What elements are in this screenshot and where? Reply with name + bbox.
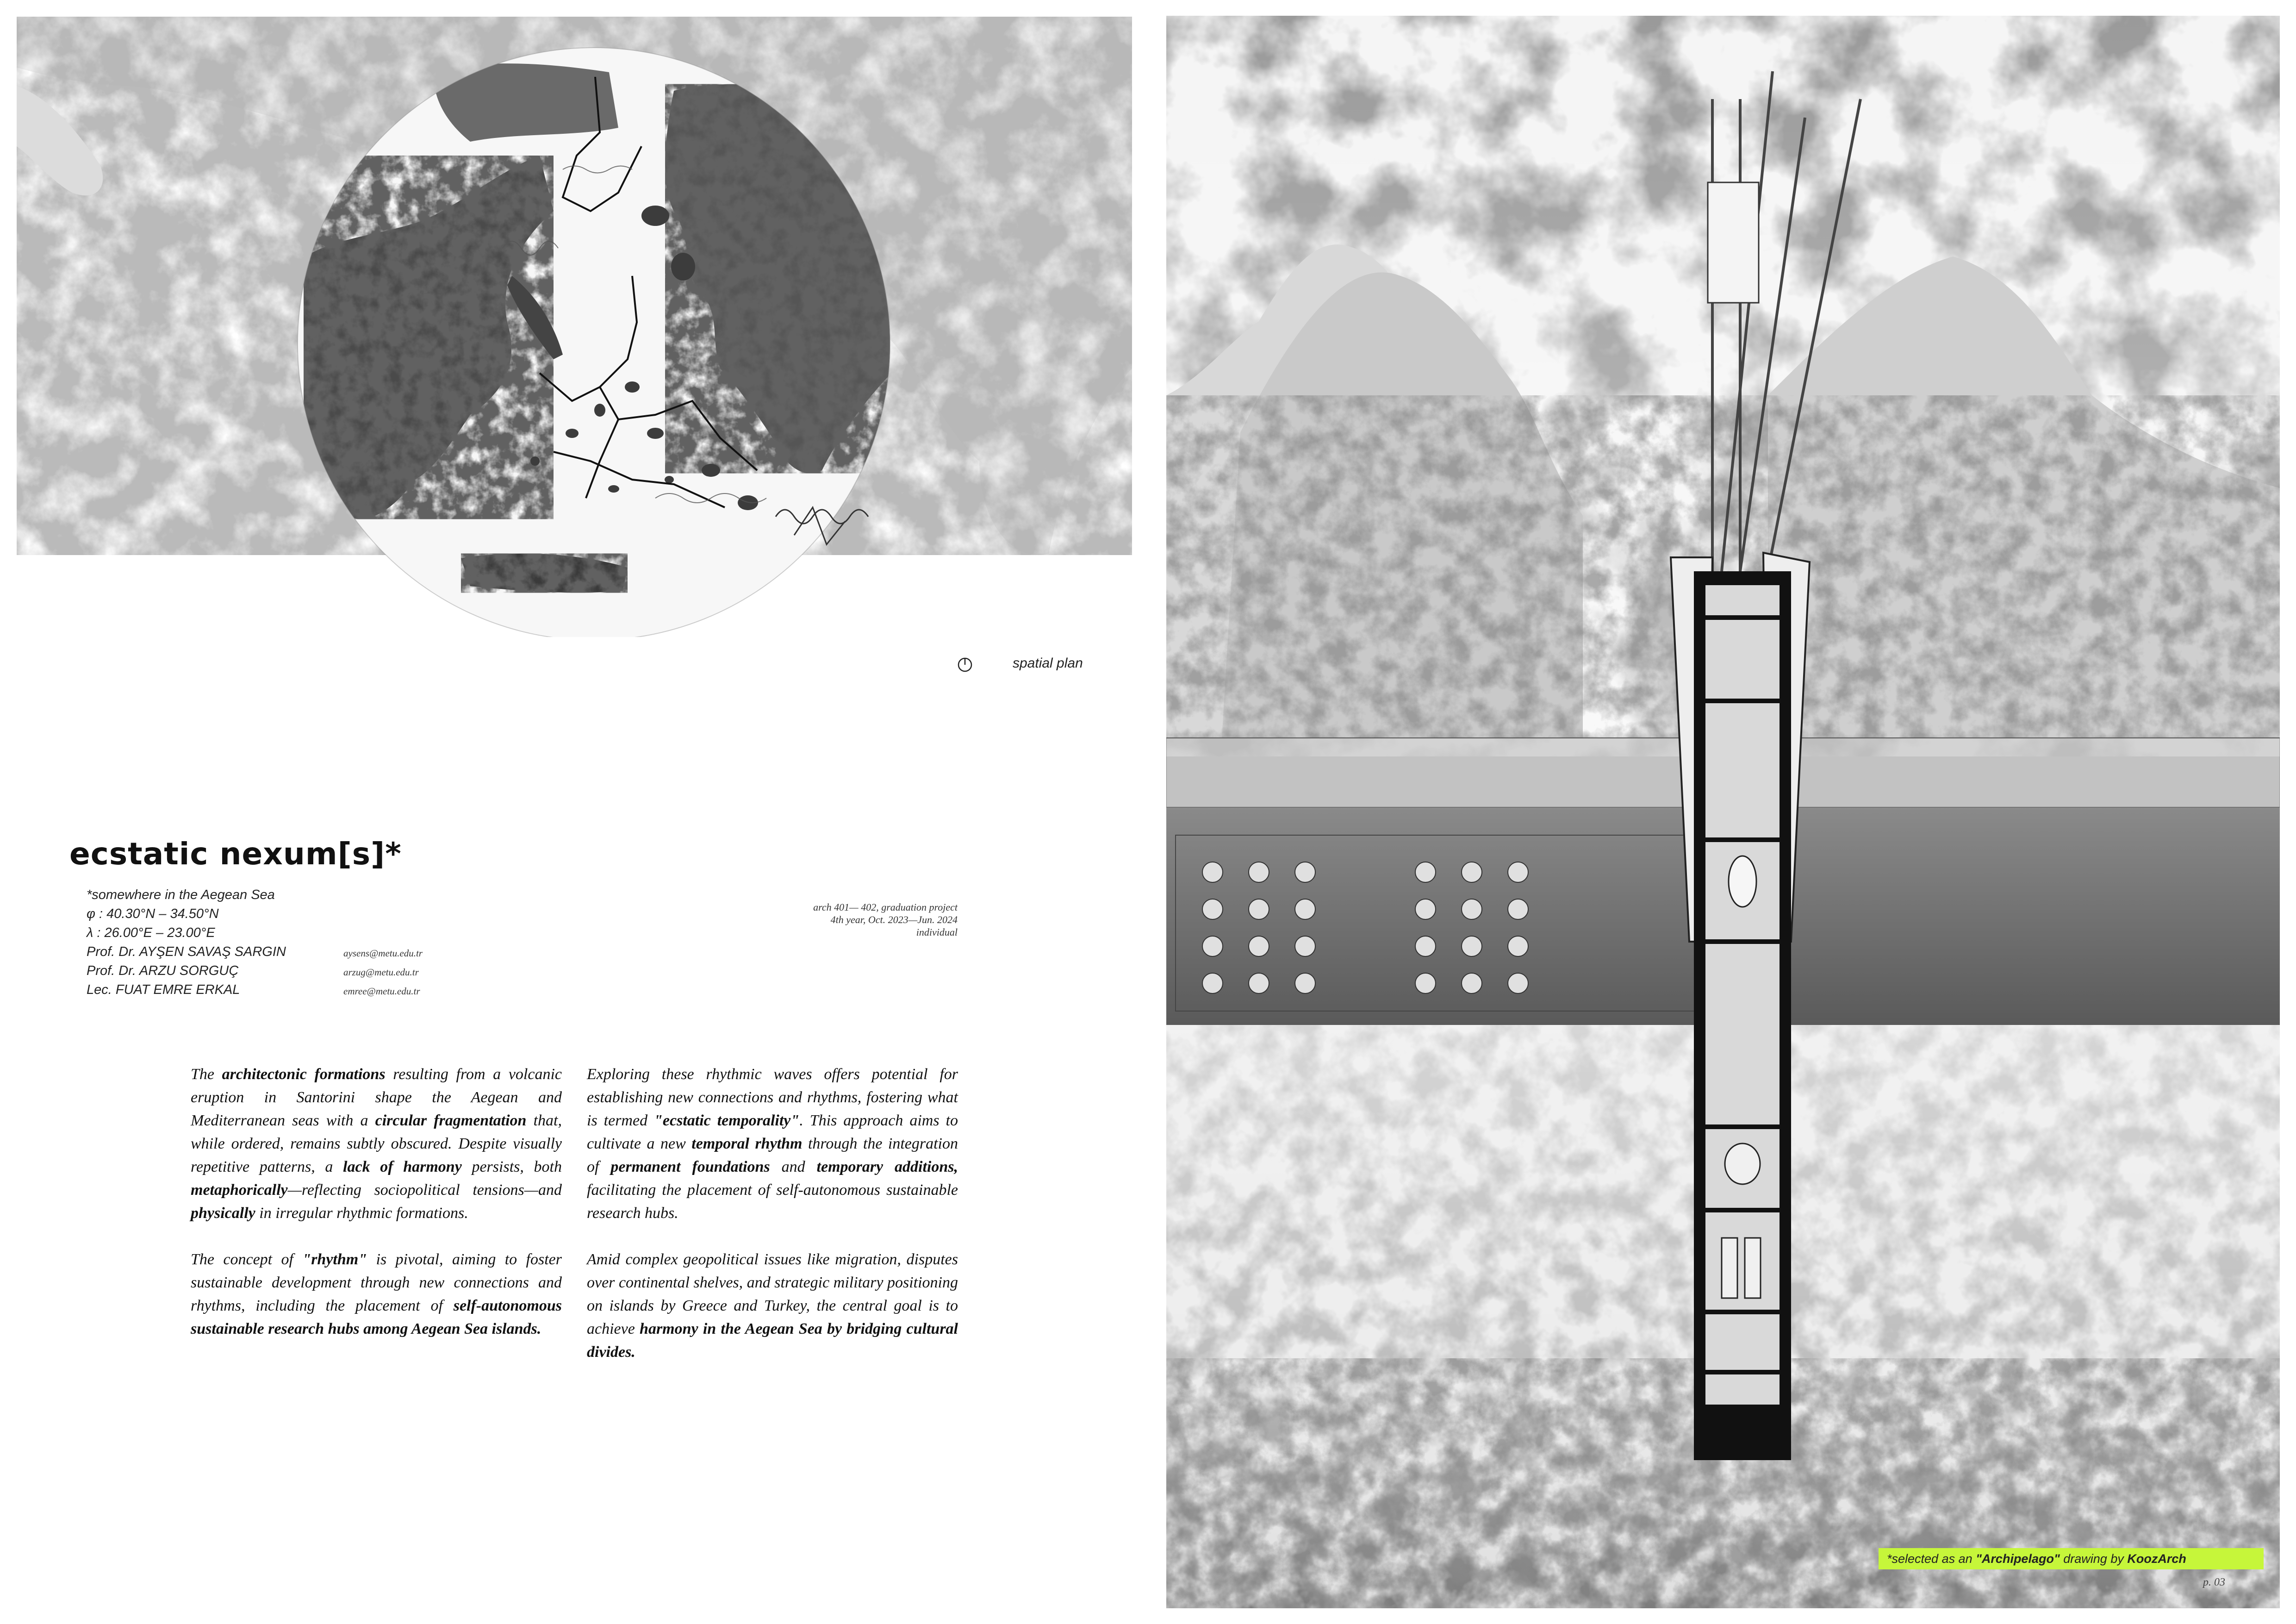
emphasis-text: metaphorically [191, 1181, 288, 1199]
advisor-email: arzug@metu.edu.tr [343, 967, 419, 978]
emphasis-text: permanent foundations [610, 1158, 770, 1175]
advisor-email: emree@metu.edu.tr [343, 986, 420, 997]
course-code: arch 401— 402, graduation project [813, 901, 958, 913]
latitude-range: φ : 40.30°N – 34.50°N [87, 906, 219, 921]
project-title: ecstatic nexum[s]* [69, 836, 402, 872]
emphasis-text: temporal rhythm [691, 1135, 803, 1152]
paragraph: The concept of "rhythm" is pivotal, aiming to foster sustainable development through new connections and rhythms, including the placement of self-autonomous sustainable research hubs among Aegean Sea islands. [191, 1251, 562, 1337]
longitude-range: λ : 26.00°E – 23.00°E [87, 925, 215, 940]
map-drawing [17, 17, 1132, 637]
course-type: individual [916, 926, 958, 938]
emphasis-text: lack of harmony [343, 1158, 462, 1175]
advisor-name: Lec. FUAT EMRE ERKAL [87, 982, 240, 997]
emphasis-text: circular fragmentation [375, 1112, 527, 1129]
emphasis-text: "Archipelago" [1976, 1552, 2060, 1566]
text-column-right [587, 1063, 958, 1387]
north-arrow-icon [957, 657, 973, 673]
emphasis-text: KoozArch [2127, 1552, 2186, 1566]
emphasis-text: "ecstatic temporality" [654, 1112, 800, 1129]
advisor-emails [343, 944, 423, 1001]
emphasis-text: harmony in the Aegean Sea by bridging cultural divides. [587, 1320, 958, 1361]
sectional-collage-drawing [1166, 16, 2280, 1608]
advisor-name: Prof. Dr. AYŞEN SAVAŞ SARGIN [87, 944, 286, 959]
paragraph: Amid complex geopolitical issues like migration, disputes over continental shelves, and strategic military positioning on islands by Greece and Turkey, the central goal is to achieve harmony in the Aegean Sea by bridging cultural divides. [587, 1251, 958, 1361]
emphasis-text: architectonic formations [222, 1066, 386, 1083]
paragraph: Exploring these rhythmic waves offers potential for establishing new connections and rhythms, fostering what is termed "ecstatic temporality". This approach aims to cultivate a new temporal rhythm through the integration of permanent foundations and temporary additions, facilitating the placement of self-autonomous sustainable research hubs. [587, 1066, 958, 1222]
advisor-email: aysens@metu.edu.tr [343, 948, 423, 959]
text-column-left [191, 1063, 562, 1364]
project-meta [87, 886, 286, 999]
mast-panel [1708, 182, 1759, 303]
spatial-plan-label: spatial plan [1013, 656, 1083, 671]
selection-badge: *selected as an "Archipelago" drawing by KoozArch [1879, 1548, 2264, 1569]
page-marker: p. 03 [2203, 1576, 2225, 1588]
course-period: 4th year, Oct. 2023—Jun. 2024 [830, 914, 958, 925]
emphasis-text: physically [191, 1205, 255, 1222]
advisor-name: Prof. Dr. ARZU SORGUÇ [87, 963, 239, 978]
emphasis-text: temporary additions, [816, 1158, 958, 1175]
paragraph: The architectonic formations resulting from a volcanic eruption in Santorini shape the Aegean and Mediterranean seas with a circular fragmentation that, while ordered, remains subtly obscured. Despite visually repetitive patterns, a lack of harmony persists, both metaphorically—reflecting sociopolitical tensions—and physically in irregular rhythmic formations. [191, 1066, 562, 1222]
emphasis-text: "rhythm" [302, 1251, 367, 1268]
location-footnote: *somewhere in the Aegean Sea [87, 887, 275, 902]
course-info [813, 901, 958, 938]
collage-svg [1166, 16, 2280, 1608]
aegean-spatial-plan-map [17, 17, 1132, 637]
emphasis-text: self-autonomous sustainable research hubs among Aegean Sea islands. [191, 1297, 562, 1337]
